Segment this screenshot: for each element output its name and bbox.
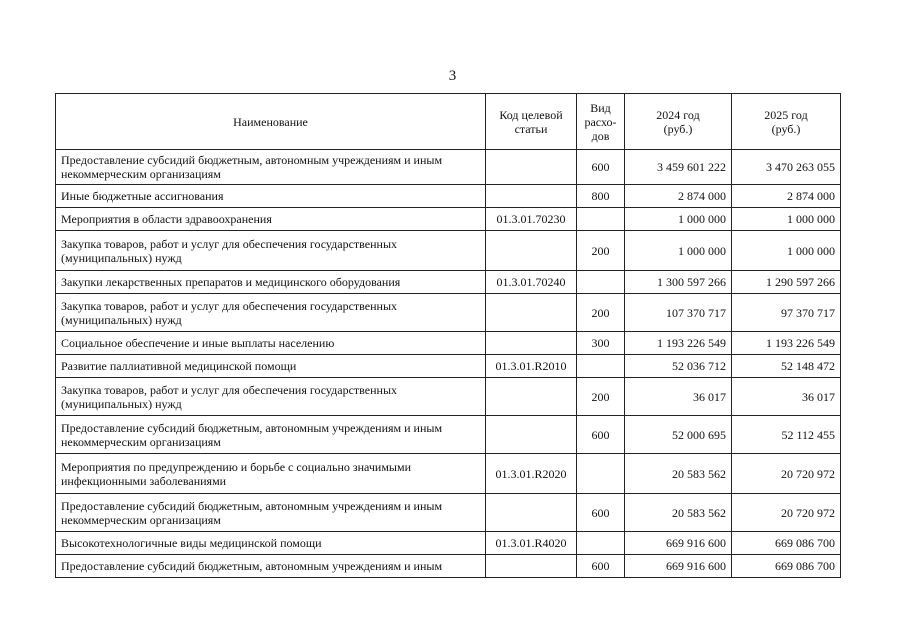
- header-year-2025: 2025 год (руб.): [732, 94, 841, 150]
- table-row: [56, 378, 841, 416]
- header-expense-type: Вид расхо- дов: [577, 94, 625, 150]
- row-amount-2024: 2 874 000: [625, 185, 732, 208]
- row-code: [486, 416, 577, 454]
- table-row: [56, 416, 841, 454]
- row-amount-2024: 1 193 226 549: [625, 332, 732, 355]
- row-amount-2025: 3 470 263 055: [732, 150, 841, 185]
- row-amount-2024: 1 000 000: [625, 231, 732, 271]
- row-amount-2024: 1 000 000: [625, 208, 732, 231]
- row-code: 01.3.01.R4020: [486, 532, 577, 555]
- table-row: [56, 150, 841, 185]
- row-expense-type: [577, 271, 625, 294]
- row-code: [486, 294, 577, 332]
- row-code: [486, 185, 577, 208]
- row-amount-2025: 1 000 000: [732, 231, 841, 271]
- row-expense-type: 300: [577, 332, 625, 355]
- row-amount-2024: 1 300 597 266: [625, 271, 732, 294]
- row-expense-type: 600: [577, 416, 625, 454]
- table-body: [56, 150, 841, 578]
- table-row: [56, 355, 841, 378]
- header-row: [56, 94, 841, 150]
- row-code: [486, 378, 577, 416]
- row-amount-2025: 1 290 597 266: [732, 271, 841, 294]
- row-amount-2025: 52 112 455: [732, 416, 841, 454]
- row-expense-type: 200: [577, 378, 625, 416]
- row-name: Закупка товаров, работ и услуг для обеспечения государственных (муниципальных) нужд: [56, 378, 486, 416]
- row-amount-2025: 669 086 700: [732, 555, 841, 578]
- row-expense-type: 600: [577, 555, 625, 578]
- row-amount-2024: 36 017: [625, 378, 732, 416]
- row-amount-2025: 97 370 717: [732, 294, 841, 332]
- table-row: [56, 494, 841, 532]
- row-expense-type: [577, 355, 625, 378]
- row-code: [486, 494, 577, 532]
- table-header: [56, 94, 841, 150]
- header-year-2024: 2024 год (руб.): [625, 94, 732, 150]
- row-amount-2024: 52 036 712: [625, 355, 732, 378]
- row-amount-2024: 20 583 562: [625, 494, 732, 532]
- row-name: Мероприятия по предупреждению и борьбе с социально значимыми инфекционными заболеваниями: [56, 454, 486, 494]
- row-expense-type: 600: [577, 494, 625, 532]
- row-code: [486, 332, 577, 355]
- row-code: [486, 231, 577, 271]
- row-amount-2024: 669 916 600: [625, 555, 732, 578]
- row-code: [486, 555, 577, 578]
- row-amount-2025: 36 017: [732, 378, 841, 416]
- row-amount-2025: 52 148 472: [732, 355, 841, 378]
- header-name: Наименование: [56, 94, 486, 150]
- row-amount-2025: 20 720 972: [732, 494, 841, 532]
- table-row: [56, 454, 841, 494]
- row-amount-2025: 1 193 226 549: [732, 332, 841, 355]
- row-code: 01.3.01.70240: [486, 271, 577, 294]
- row-amount-2024: 3 459 601 222: [625, 150, 732, 185]
- row-name: Предоставление субсидий бюджетным, автономным учреждениям и иным: [56, 555, 486, 578]
- table-row: [56, 532, 841, 555]
- table-row: [56, 294, 841, 332]
- table-row: [56, 332, 841, 355]
- row-name: Предоставление субсидий бюджетным, автономным учреждениям и иным некоммерческим организациям: [56, 150, 486, 185]
- row-code: 01.3.01.70230: [486, 208, 577, 231]
- row-expense-type: 200: [577, 231, 625, 271]
- row-expense-type: [577, 454, 625, 494]
- budget-table: [55, 93, 841, 578]
- row-name: Закупка товаров, работ и услуг для обеспечения государственных (муниципальных) нужд: [56, 231, 486, 271]
- row-expense-type: 200: [577, 294, 625, 332]
- row-code: [486, 150, 577, 185]
- row-name: Социальное обеспечение и иные выплаты населению: [56, 332, 486, 355]
- row-name: Мероприятия в области здравоохранения: [56, 208, 486, 231]
- row-amount-2024: 669 916 600: [625, 532, 732, 555]
- row-code: 01.3.01.R2020: [486, 454, 577, 494]
- row-amount-2025: 20 720 972: [732, 454, 841, 494]
- row-amount-2024: 52 000 695: [625, 416, 732, 454]
- row-name: Развитие паллиативной медицинской помощи: [56, 355, 486, 378]
- row-name: Закупки лекарственных препаратов и медицинского оборудования: [56, 271, 486, 294]
- row-amount-2025: 1 000 000: [732, 208, 841, 231]
- row-amount-2025: 669 086 700: [732, 532, 841, 555]
- row-name: Предоставление субсидий бюджетным, автономным учреждениям и иным некоммерческим организациям: [56, 416, 486, 454]
- row-expense-type: [577, 208, 625, 231]
- row-expense-type: [577, 532, 625, 555]
- page-number: 3: [448, 68, 457, 84]
- row-amount-2024: 20 583 562: [625, 454, 732, 494]
- row-code: 01.3.01.R2010: [486, 355, 577, 378]
- table-row: [56, 185, 841, 208]
- header-code: Код целевой статьи: [486, 94, 577, 150]
- table-row: [56, 208, 841, 231]
- row-amount-2025: 2 874 000: [732, 185, 841, 208]
- row-expense-type: 600: [577, 150, 625, 185]
- table-row: [56, 271, 841, 294]
- table-row: [56, 231, 841, 271]
- row-amount-2024: 107 370 717: [625, 294, 732, 332]
- row-name: Высокотехнологичные виды медицинской помощи: [56, 532, 486, 555]
- row-name: Иные бюджетные ассигнования: [56, 185, 486, 208]
- row-name: Закупка товаров, работ и услуг для обеспечения государственных (муниципальных) нужд: [56, 294, 486, 332]
- row-expense-type: 800: [577, 185, 625, 208]
- table-row: [56, 555, 841, 578]
- row-name: Предоставление субсидий бюджетным, автономным учреждениям и иным некоммерческим организациям: [56, 494, 486, 532]
